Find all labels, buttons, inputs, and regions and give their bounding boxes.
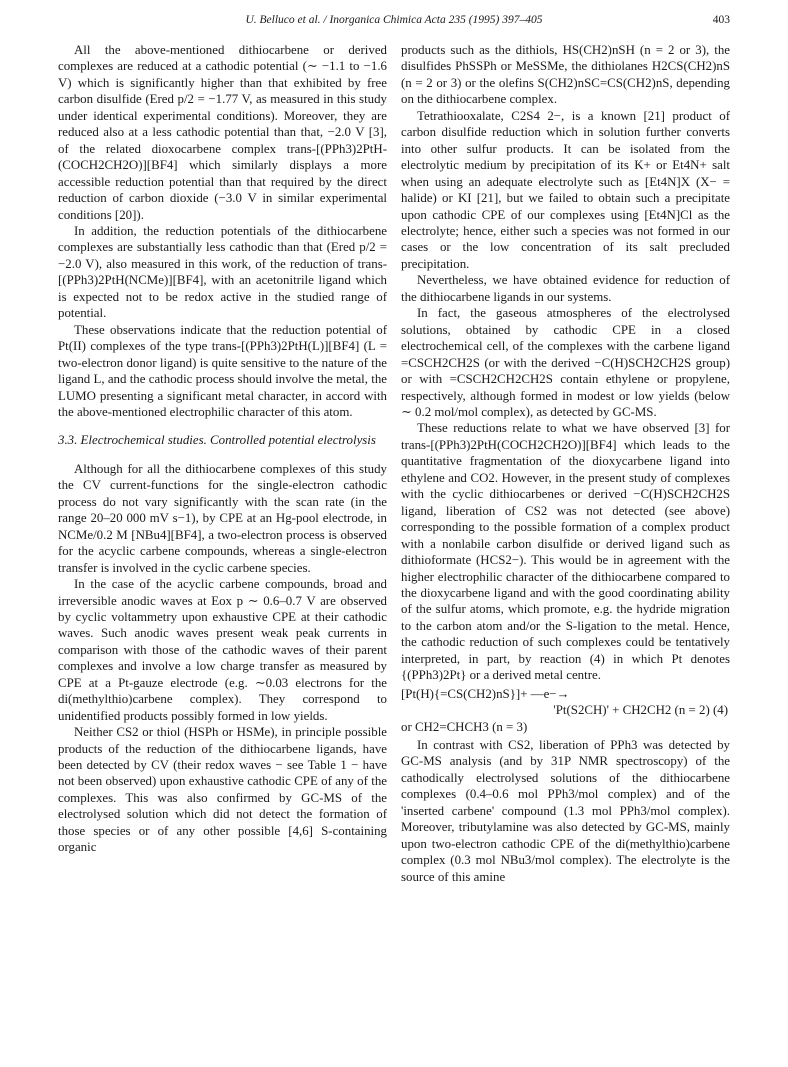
section-heading: 3.3. Electrochemical studies. Controlled potential electrolysis [58,433,376,448]
paragraph: In the case of the acyclic carbene compounds, broad and irreversible anodic waves at Eox p ∼ 0.6–0.7 V are observed by cyclic voltammetry upon exhaustive CPE at their cathodic waves. Such anodic waves present weak peak currents in comparison with those of the cathodic waves of their parent complexes and involve a low charge transfer as measured by CPE at a Pt-gauze electrode (e.g. ∼0.03 electrons for the di(methylthio)carbene complex). They correspond to unidentified products possibly formed in low yields. [58,577,387,723]
equation-line: [Pt(H){=CS(CH2)nS}]+ —e−→ [401,686,570,701]
equation-line: 'Pt(S2CH)' + CH2CH2 (n = 2) (4) [553,703,728,718]
paragraph: All the above-mentioned dithiocarbene or derived complexes are reduced at a cathodic potential (∼ −1.1 to −1.6 V) which is significantly higher than that exhibited by free carbon disulfide (Ered p/2 = −1.77 V, as measured in this study under identical experimental conditions). Moreover, they are reduced also at a less cathodic potential than that, −2.0 V [3], of the related dioxocarbene complex trans-[(PPh3)2PtH-(COCH2CH2O)][BF4] which similarly displays a more accessible reduction potential than that required by the direct reduction of carbon dioxide (−3.0 V in similar experimental conditions [20]). [58,43,387,222]
left-column [58,42,387,856]
paragraph: These reductions relate to what we have observed [3] for trans-[(PPh3)2PtH(COCH2CH2O)][BF4] which leads to the quantitative fragmentation of the dioxycarbene ligand into ethylene and CO2. However, in the present study of complexes with the cyclic dithiocarbenes or derived −C(H)SCH2CH2S ligand, liberation of CS2 was not detected (see above) corresponding to the possible formation of a complex product with a nonlabile carbon disulfide or derived ligand such as dithioformate (HCS2−). This would be in agreement with the higher electrophilic character of the dithiocarbene compared to the dioxycarbene ligand and with the good coordinating ability of the sulfur atoms, which promote, e.g. the hydride migration to the carbon atom and/or the S-ligation to the metal. Hence, the cathodic reduction of such complexes could be tentatively interpreted, in part, by reaction (4) in which Pt denotes {(PPh3)2Pt} or a derived metal centre. [401,421,730,683]
reaction-equation-4 [401,686,730,735]
paragraph: These observations indicate that the reduction potential of Pt(II) complexes of the type trans-[(PPh3)2PtH(L)][BF4] (L = two-electron donor ligand) is quite sensitive to the nature of the ligand L, and the cathodic process should involve the metal, the LUMO presenting a significant metal character, in accord with the above-mentioned electrophilic character of this atom. [58,322,387,419]
equation-line: or CH2=CHCH3 (n = 3) [401,719,528,734]
page-number: 403 [712,14,730,26]
paragraph: Nevertheless, we have obtained evidence for reduction of the dithiocarbene ligands in our systems. [401,273,730,304]
paragraph: In contrast with CS2, liberation of PPh3 was detected by GC-MS analysis (and by 31P NMR spectroscopy) of the cathodically electrolysed solutions of the dithiocarbene complexes (0.4–0.6 mol PPh3/mol complex) and of the 'inserted carbene' compound (1.3 mol PPh3/mol complex). Moreover, tributylamine was also detected by GC-MS, mainly upon two-electron cathodic CPE of the di(methylthio)carbene complex (0.3 mol NBu3/mol complex). The electrolyte is the source of this amine [401,738,730,884]
paragraph: Although for all the dithiocarbene complexes of this study the CV current-functions for the single-electron cathodic process do not vary significantly with the scan rate (in the range 20–20 000 mV s−1), by CPE at an Hg-pool electrode, in NCMe/0.2 M [NBu4][BF4], a two-electron process is observed for the acyclic carbene compounds, whereas a single-electron transfer is involved in the cyclic carbene species. [58,461,387,575]
running-title: U. Belluco et al. / Inorganica Chimica Acta 235 (1995) 397–405 [245,14,543,26]
paragraph: In fact, the gaseous atmospheres of the electrolysed solutions, obtained by cathodic CPE in a closed electrochemical cell, of the complexes with the carbene ligand =CSCH2CH2S (or with the derived −C(H)SCH2CH2S group) or with =CSCH2CH2CH2S contain ethylene or propylene, respectively, although formed in modest or low yields (below ∼ 0.2 mol/mol complex), as detected by GC-MS. [401,306,730,419]
paragraph: Tetrathiooxalate, C2S4 2−, is a known [21] product of carbon disulfide reduction which in solution further converts into other sulfur products. It can be isolated from the electrolytic medium by precipitation of its K+ or Et4N+ salt when using an adequate electrolyte such as [Et4N]X (X− = halide) or KI [21], but we failed to obtain such a precipitate upon cathodic CPE of our complexes using [Et4N]Cl as the electrolyte; hence, either such a species was not formed in our cases or the low concentration of its salt precluded precipitation. [401,108,730,271]
paragraph: products such as the dithiols, HS(CH2)nSH (n = 2 or 3), the disulfides PhSSPh or MeSSMe, the dithiolanes H2CS(CH2)nS (n = 2 or 3) or the olefins S(CH2)nSC=CS(CH2)nS, depending on the dithiocarbene complex. [401,43,730,107]
paragraph: Neither CS2 or thiol (HSPh or HSMe), in principle possible products of the reduction of the dithiocarbene ligands, have been detected by CV (their redox waves − see Table 1 − have not been observed) upon exhaustive cathodic CPE of any of the complexes. This was also confirmed by GC-MS of the electrolysed solution which did not detect the formation of those species or of any other possible [4,6] S-containing organic [58,725,387,855]
running-header [58,14,730,32]
right-column [401,42,730,885]
paragraph: In addition, the reduction potentials of the dithiocarbene complexes are substantially less cathodic than that (Ered p/2 = −2.0 V), also measured in this work, of the reduction of trans-[(PPh3)2PtH(NCMe)][BF4], with an acetonitrile ligand which is expected not to be redox active in the studied range of potential. [58,223,387,321]
